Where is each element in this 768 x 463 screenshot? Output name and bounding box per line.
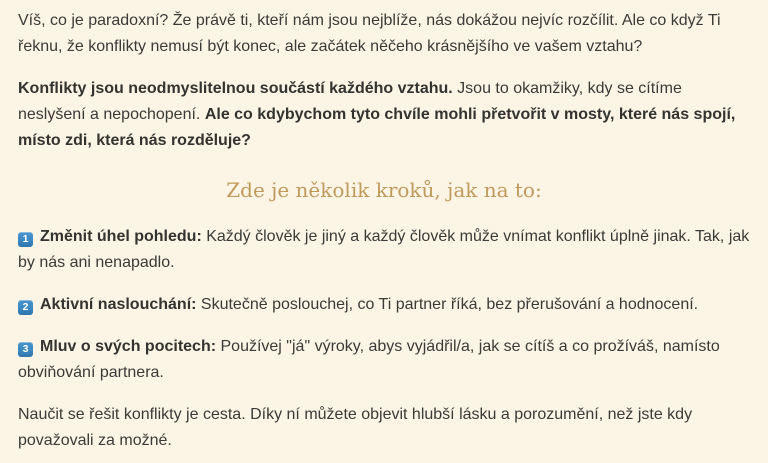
keycap-3-icon: 3: [18, 342, 33, 357]
step-2-title: Aktivní naslouchání:: [40, 296, 197, 313]
keycap-2-icon: 2: [18, 300, 33, 315]
step-3-title: Mluv o svých pocitech:: [40, 338, 217, 355]
keycap-1-icon: 1: [18, 232, 33, 247]
step-1-text: Každý člověk je jiný a každý člověk může vnímat konflikt úplně jinak. Tak, jak by nás ani nenapadlo.: [18, 228, 750, 271]
step-3-text: Používej "já" výroky, abys vyjádřil/a, jak se cítíš a co prožíváš, namísto obviňování partnera.: [18, 338, 720, 381]
conflict-paragraph: [18, 76, 750, 154]
step-item-2: [18, 292, 750, 318]
closing-paragraph: [18, 402, 750, 454]
intro-paragraph-text: Víš, co je paradoxní? Že právě ti, kteří nám jsou nejblíže, nás dokážou nejvíc rozčílit. Ale co když Ti řeknu, že konflikty nemusí být konec, ale začátek něčeho krásnějšího ve vašem vztahu?: [18, 12, 721, 55]
conflict-paragraph-bold-question: Ale co kdybychom tyto chvíle mohli přetvořit v mosty, které nás spojí, místo zdi, která nás rozděluje?: [18, 106, 736, 149]
intro-paragraph: [18, 8, 750, 60]
step-item-3: [18, 334, 750, 386]
step-item-1: [18, 224, 750, 276]
step-2-text: Skutečně poslouchej, co Ti partner říká, bez přerušování a hodnocení.: [196, 296, 699, 313]
closing-paragraph-text: Naučit se řešit konflikty je cesta. Díky ní můžete objevit hlubší lásku a porozumění, než jste kdy považovali za možné.: [18, 406, 693, 449]
conflict-paragraph-regular: Jsou to okamžiky, kdy se cítíme neslyšení a nepochopení.: [18, 80, 682, 123]
conflict-paragraph-bold-lead: Konflikty jsou neodmyslitelnou součástí každého vztahu.: [18, 80, 453, 97]
step-1-title: Změnit úhel pohledu:: [40, 228, 202, 245]
steps-heading: Zde je několik kroků, jak na to:: [226, 178, 542, 202]
